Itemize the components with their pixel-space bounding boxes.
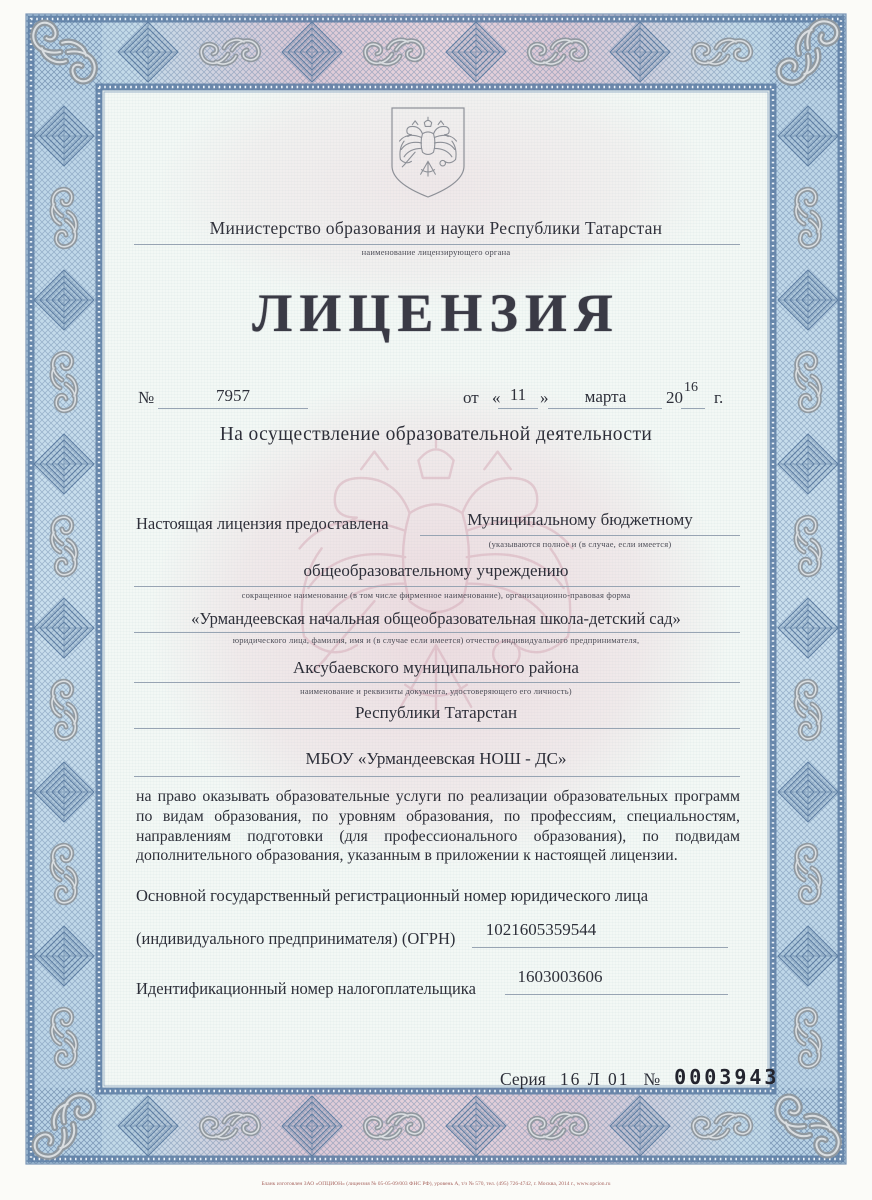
grantee-intro-label: Настоящая лицензия предоставлена (136, 514, 389, 533)
grantee-short-underline (134, 776, 740, 777)
date-century: 20 (666, 388, 683, 407)
license-number-label: № (138, 388, 155, 407)
license-number-underline (158, 408, 308, 409)
date-month-underline (548, 408, 662, 409)
date-year: 16 (684, 380, 698, 395)
inn-underline (505, 994, 728, 995)
grantee-note4: наименование и реквизиты документа, удостоверяющего его личность) (300, 686, 572, 696)
date-prefix: от (463, 388, 479, 407)
serial-no-sign: № (643, 1069, 661, 1089)
grantee-line2-underline (134, 586, 740, 587)
grantee-line4: Аксубаевского муниципального района (293, 658, 579, 677)
grantee-note2: сокращенное наименование (в том числе фирменное наименование), организационно-правовая форма (241, 590, 631, 600)
date-month: марта (584, 387, 627, 406)
grantee-line1: Муниципальному бюджетному (467, 510, 693, 529)
license-number-value: 7957 (216, 386, 250, 405)
grantee-line3: «Урмандеевская начальная общеобразовательная школа-детский сад» (191, 609, 681, 628)
grantee-short-name: МБОУ «Урмандеевская НОШ - ДС» (305, 749, 567, 768)
series-row (500, 1066, 779, 1090)
grantee-line5-underline (134, 728, 740, 729)
grantee-line2: общеобразовательному учреждению (303, 561, 569, 580)
grantee-note3: юридического лица, фамилия, имя и (в случае если имеется) отчество индивидуального предпринимателя, (232, 635, 640, 645)
license-title: ЛИЦЕНЗИЯ (252, 283, 620, 343)
ogrn-value: 1021605359544 (485, 920, 597, 939)
authority-name: Министерство образования и науки Республики Татарстан (209, 218, 663, 238)
inn-value: 1603003606 (517, 967, 603, 986)
inn-label: Идентификационный номер налогоплательщика (136, 979, 476, 998)
date-day: 11 (509, 385, 527, 404)
grantee-note1: (указываются полное и (в случае, если имеется) (488, 539, 672, 549)
grantee-line4-underline (134, 682, 740, 683)
date-year-underline (681, 408, 705, 409)
grantee-line3-underline (134, 632, 740, 633)
grantee-line1-underline (420, 535, 740, 536)
rights-paragraph: на право оказывать образовательные услуги по реализации образовательных программ по видам образования, по уровням образования, по профессиям, специальностям, направлениям подготовки (для профессионального образования), по подвидам дополнительного образования, указанным в приложении к настоящей лицензии. (136, 788, 740, 865)
license-subtitle: На осуществление образовательной деятельности (219, 424, 653, 445)
serial-number: 0003943 (674, 1065, 780, 1089)
authority-caption: наименование лицензирующего органа (361, 247, 511, 257)
printer-footer: Бланк изготовлен ЗАО «ОПЦИОН» (лицензия № 05-05-09/003 ФНС РФ), уровень А, т/з № 570, тел. (495) 726-4742, г. Москва, 2014 г., www.opcion.ru (261, 1181, 611, 1187)
date-open-quote: « (492, 388, 501, 407)
date-close-quote: » (540, 388, 549, 407)
ogrn-underline (472, 947, 728, 948)
grantee-line5: Республики Татарстан (354, 703, 518, 722)
series-label: Серия (500, 1069, 546, 1089)
date-suffix: г. (714, 388, 724, 407)
ogrn-label-line2: (индивидуального предпринимателя) (ОГРН) (136, 929, 456, 948)
series-value: 16 Л 01 (559, 1069, 630, 1089)
authority-underline (134, 244, 740, 245)
ogrn-label-line1: Основной государственный регистрационный номер юридического лица (136, 886, 649, 905)
date-day-underline (498, 408, 538, 409)
